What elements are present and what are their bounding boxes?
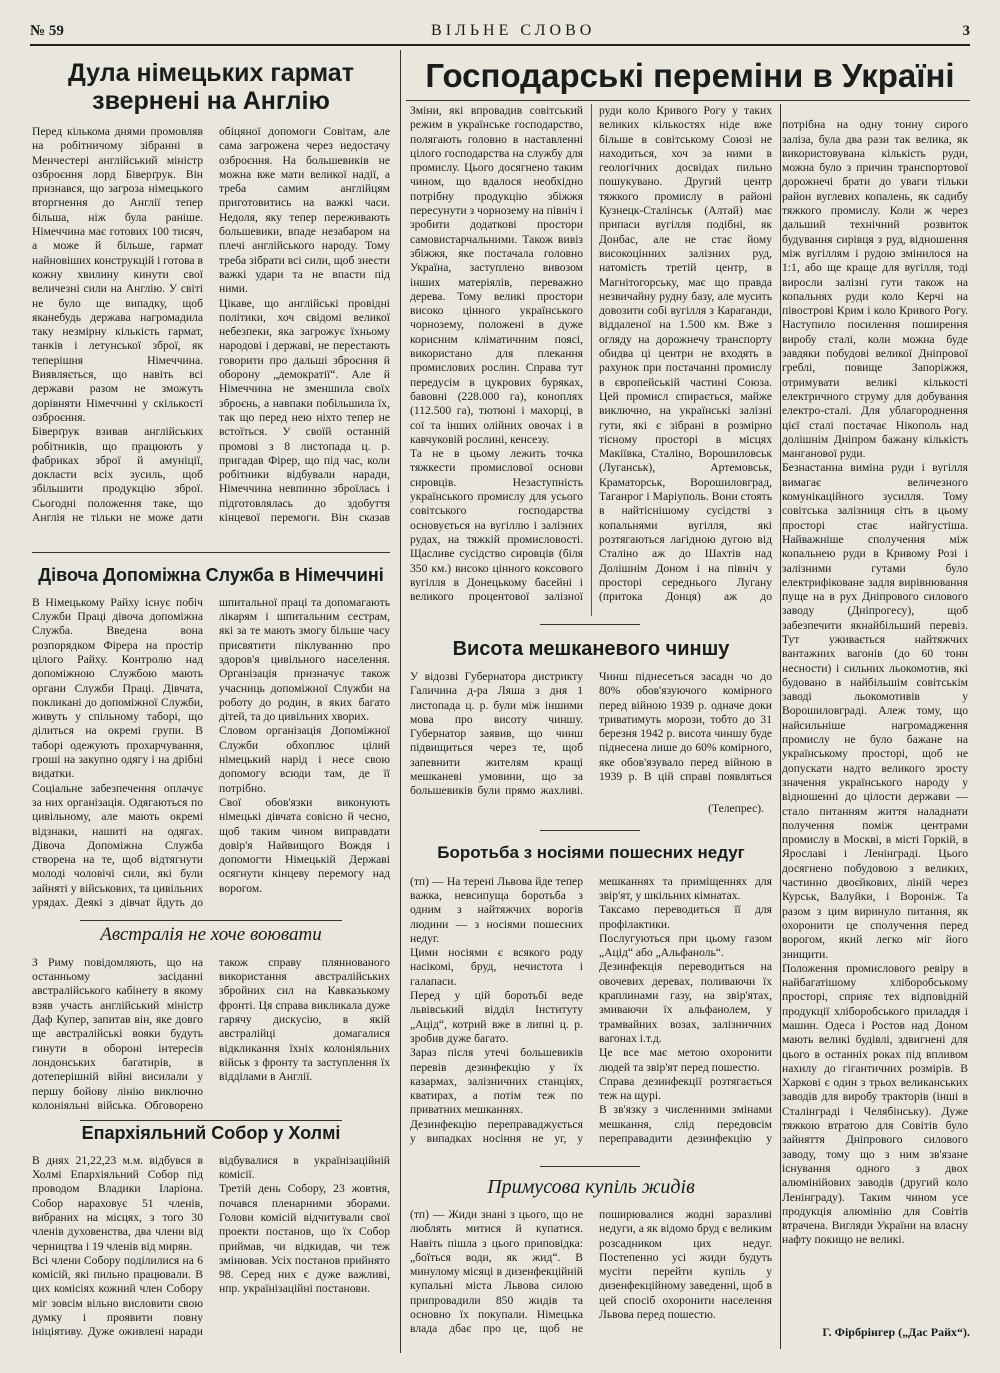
section-rule	[540, 624, 640, 625]
section-rule	[80, 1120, 342, 1121]
headline: Висота мешканевого чиншу	[452, 638, 730, 660]
article-body: потрібна на одну тонну сирого заліза, була два рази так велика, як використовувана кількість руди, можна було з причин транспортової дорожнечі брати до уваги тільки район вуглевих копалень, як садибу тяжкого промислу. Коли ж через дальший технічний розвиток будування сирівця з руд, відношення між вугіллям і рудою змінилося на 1:1, або ще краще для вугілля, тоді виросли залізні гути також на копальнях руди коло Керчі на півострові Крим і коло Кривого Рогу. Наступило посилення поширення виробу сталі, коли можна буде завдяки побудові великої Дніпрової греблі, повище Запоріжжя, отримувати великі кількості електричного струму для добування електро-сталі. Для ублагороднення цієї сталі постачає Нікополь над долішнім Дніпром бажану кількість манганової руди. Безнастанна виміна руди і вугілля вимагає величезного комунікаційного зусилля. Тому совітська залізниця сіть в цьому просторі стає найгустіша. Найважніше сполучення між копальнею руди в Кривому Розі і залізними гутами було електрифіковане задля вирівнювання пуще на в рух Дніпрового силового заводу (Дніпрогесу), щоб забезпечити якнайбільший перевіз. Тут уживається найтяжчих вантажних вагонів (до 60 тонн несности) і сильних льокомотив, які будовано в найбільшім совітськім заводі льокомотивів у Ворошиловграді. Алеж тому, що найсильніше нагромадження промислу не було бажане на українському просторі, щоб не допускати надто великого зросту значення українського народу у відношенні до цілости держави — стало питанням життя наладнати получення поміж центрами промислу в Москві, в місті Горкій, в Ярославі і Ленінграді. Цього досягнено побудовою з великих, частинно двоєйкових, ліній через Курськ, Валуйки, і Вороніж. Та разом з цим виринуло питання, як охоронити це сполучення перед ворогом, який легко міг його знищити. Положення промислового ревіру в найбагатішому хліборобському просторі, сприяє тех відповідній продукції хліборобського приладдя і машин. Одеса і Ростов над Доном мають великі будівлі, здвигнені для цього в останніх роках під впливом нахилу до гігантичних розмірів. В Харкові є один з трьох великанських заводів для виробу тракторів (інші в Сталінграді і Челябінську). Дуже тяжкою втратою для Совітів було зайняття Дніпрового силового заводу, тому що з ним зв'язане існування одного з двох алюмінійових заводів (другий коло Ленінграду). Таким чином усе продукція алюмінію для Совітів втрачена. Вигляди України на власну нафту покищо не великі.	[782, 118, 968, 1247]
article-body: В днях 21,22,23 м.м. відбувся в Холмі Епархіяльний Собор під проводом Владики Іларіона. Собор нараховує 51 членів, вибраних на місцях, з того 30 членів духовенства, два члени від черництва і 19 членів від мирян. Всі члени Собору поділилися на 6 комісій, які пильно працювали. В цих комісіях кожний член Собору міг зовсім вільно висловити свою думку і проявити повну ініціятиву. Дуже оживлені наради відбувалися в українізаційній комісії. Третій день Собору, 23 жовтня, почався пленарними зборами. Голови комісій відчитували свої проекти постанов, що їх Собор приймав, чи відкидав, чи теж змінював. Усіх постанов прийнято 98. Серед них є дуже важливі, нпр. українізаційні постанови.	[32, 1153, 390, 1339]
issue-number: № 59	[30, 22, 64, 39]
masthead-rule	[30, 44, 970, 46]
article-body: Перед кількома днями промовляв на робітничому зібранні в Менчестері англійський міністр озброєння лорд Біверґрук. Він признався, що загроза німецького вторгнення до Англії тепер більша, ніж була раніше. Німеччина має готових 100 тисяч, а може й більше, гармат найновіших конструкцій і готова в кожну хвилину кинути свої величезні сили на Англію. У світі не було ще випадку, щоб яканебудь держава нагромадила таку незмірну кількість гармат, танків і летунської зброї, як теперішня Німеччина. Виявляється, що навіть всі держави разом не зможуть дорівняти Німеччині у скількості озброєння. Біверґрук взивав англійських робітників, що працюють у фабриках зброї й амуніції, докласти всіх зусиль, щоб збільшити продукцію зброї. Сьогодні положення таке, що Англія не тільки не може дати обіцяної допомоги Совітам, але сама загрожена через недостачу озброєння. На большевиків не можна вже мати великої надії, а треба самим англійцям приготовитись на важкі часи. Недоля, яку тепер переживають большевики, впаде незабаром на плечі англійського народу. Тому треба зібрати всі сили, щоб знести важкі удари та не впасти під ними. Цікаве, що англійські провідні політики, хоч свідомі великої небезпеки, яка загрожує їхньому народові і державі, не перестають говорити про дальші зброєння й оборону „демократії“. Але й Німеччина не зменшила своїх зброєнь, а навпаки побільшила їх, так що перед нею ніхто тепер не встоїться. У своїй останній промові з 8 листопада ц. р. пригадав Фірер, що під час, коли робітники відбували наради, Німеччина невпинно зброїлась і підготовлялась до здобуття кінцевої перемоги. Він сказав	[32, 125, 390, 525]
section-rule	[80, 920, 342, 921]
headline: Епархіяльний Собор у Холмі	[81, 1124, 341, 1143]
article-girls-service	[32, 562, 390, 914]
headline: Боротьба з носіями пошесних недуг	[437, 843, 745, 862]
headline-rule	[406, 100, 970, 101]
article-body: (тп) — На терені Львова йде тепер важка, невсипуща боротьба з одним з найтяжчих ворогів людини — з носіями пошесних недуг. Цими носіями є всякого роду насікомі, бруд, нечистота і галапаси. Перед у цій боротьбі веде львівський відділ Інституту „Ацід“, котрий вже в липні ц. р. зробив дуже багато. Зараз після утечі большевиків перевів дезинфекцію у їх казармах, залізничних станціях, кватирах, а потім теж по приватних мешканнях. Дезинфекцію переправаджується у випадках носіння не уг, у мешканнях та приміщеннях для звір'ят, у шкільних кімнатах. Таксамо переводиться її для профілактики. Послугуються при цьому газом „Ацід“ або „Альфаноль“. Дезинфекція переводиться на овочевих деревах, поливаючи їх краплинами газу, на звір'ятах, змиваючи їх альфанолем, у трамвайних возах, залізничних вагонах і.т.д. Це все має метою охоронити людей та звір'ят перед пошестю. Справа дезинфекції розтягається теж на щурі. В зв'язку з численними змінами мешкання, слід передовсім переправадити дезинфекцію у	[410, 874, 772, 1146]
headline: Дула німецьких гармат звернені на Англію	[68, 59, 354, 115]
article-synod	[32, 1124, 390, 1356]
article-guns	[32, 58, 390, 548]
page-number: 3	[962, 22, 970, 39]
credit: (Телепрес).	[708, 802, 764, 815]
article-body: В Німецькому Райху існує побіч Служби Праці дівоча допоміжна Служба. Введена вона розпорядком Фірера на простір цілого Райху. Контролю над допоміжною Службою мають органи Служби Праці. Дівчата, покликані до допоміжної Служби, живуть у спільному таборі, що ділиться на окремі групи. В таборі одежують прохарчування, гроші на закупно одягу і на дрібні видатки. Соціальне забезпечення оплачує за них організація. Одягаються по цивільному, але мають окремі відзнаки, нашиті на одягах. Дівоча Допоміжна Служба створена на те, щоб відтягнути молоді чоловічі сили, які були зайняті у військових, та цивільних урядах. Деякі з дівчат йдуть до шпитальної праці та допомагають лікарям і шпитальним сестрам, які за те мають змогу більше часу присвятити піклуванню про здоров'я цивільного населення. Організація призначує також учасниць допоміжної Служби на роботу до родин, в яких багато дітей, та до цивільних хворих. Словом організація Допоміжної Служби обхоплює цілий німецький нарід і несе свою допомогу всюди там, де її потрібно. Свої обов'язки виконують німецькі дівчата совісно й чесно, щоб таким чином виправдати довір'я Найвищого Вождя і допомогти Німецькій Державі осягнути кінцеву перемогу над ворогом.	[32, 595, 390, 910]
article-body: У відозві Губернатора дистрикту Галичина д-ра Ляша з дня 1 листопада ц. р. були між іншими мова про висоту чиншу. Губернатор заявив, що чинш підвищиться через те, щоб запевнити жителям кращі мешканеві умовини, що за большевиків були прямо жахливі. Чинш піднесеться засадн чо до 80% обов'язуючого комірного перед війною 1939 р. одначе доки триватимуть морози, тобто до 31 березня 1942 р. висота чиншу буде піднесена лише до 60% комірного, яке обов'язувало перед війною в 1939 р. В цій справі появляться	[410, 670, 772, 798]
headline: Примусова купіль жидів	[487, 1176, 695, 1198]
column-separator	[780, 104, 781, 1349]
article-economy-cols12	[410, 104, 772, 616]
article-epidemic	[410, 840, 772, 1162]
article-body: Зміни, які впровадив совітський режим в українське господарство, полягають головно в наставленні цілого господарства на службу для промислу. Цього досягнено таким чином, що вдалося необхідно потрібну продукцію збіжжя пересунути з чорнозему на північ і зробити додаткові простори самовистарчальними. Також вивіз збіжжя, яке постачала головно Україна, заступлено вивозом інших матеріялів, переважно дерева. Тому великі простори високо цінного українського чорнозему, положені в дуже корисним кліматичним поясі, використано для плекання промислових рослин. Справа тут передусім в цукрових буряках, бавовні (228.000 га), коноплях (112.500 га), тютюні і махорці, в сої та інших олійних овочах і в кавчуковій рослині, кенсезу. Та не в цьому лежить точка тяжкести промислової основи сировців. Незаступність українського промислу для усього совітського господарства основується на вугіллю і залізних рудах, на тяжкій промисловості. Щасливе сусідство сировців (біля 350 км.) високо цінного коксового вугілля в Донецькому басейні і великого процентової залізної руди коло Кривого Рогу у таких великих кількостях ніде вже більше в совітському Союзі не находиться, хоч за ними в геологічних досвідах пильно пошукувано. Другий центр тяжкого промислу в районі Кузнецк-Сталінськ (Алтай) має припаси вугілля подібні, як Донбас, але не стає йому високоцінних залізних руд, натомість третій центр, в Магнітогорську, має що правда незвичайну рудну базу, але мусить довозити собі вугілля з Караганди, віддаленої на 1.500 км. Вже з огляду на дорожнечу транспорту обидва ці центри не входять в рахунок при постачанні промислу в європейській частині Союза. Цей промисл спирається, майже виключно, на українські залізні гути, які є зібрані в розмірно тісному просторі в місцях Макіївка, Сталіно, Ворошиловськ (Луганськ), Артемовськ, Краматорськ, Ворошиловград, Таганрог і Маріуполь. Вони стоять в найтіснішому сусідстві з копальнями вугілля, які розтягаються лагідною дугою від Сталіно аж до Шахтів над Долішнім Доном і на північ у просторі середнього Лугану (притока Донця) аж до	[410, 104, 772, 604]
section-rule	[540, 1166, 640, 1167]
article-rent	[410, 632, 772, 824]
main-headline-block	[410, 54, 970, 104]
newspaper-title: ВІЛЬНЕ СЛОВО	[431, 22, 596, 39]
section-rule	[32, 552, 390, 553]
main-headline: Господарські переміни в Україні	[425, 57, 955, 94]
masthead	[30, 18, 970, 44]
headline: Дівоча Допоміжна Служба в Німеччині	[38, 565, 384, 585]
headline: Австралія не хоче воювати	[100, 925, 322, 945]
section-rule	[540, 830, 640, 831]
article-body: З Риму повідомляють, що на останньому засіданні австралійського кабінету в якому взяв участь англійський міністр Даф Купер, запитав він, яке довго ще австралійські вояки будуть гинути в обороні інтересів лондонських багатирів, в дотеперішній війні висилали у першу бойову лінію виключно колоніяльні війська. Обговорено також справу пляннованого використання австралійських збройних сил на Кавказькому фронті. Ця справа викликала дуже гарячу дискусію, в якій австралійці домагалися відкликання їхніх колоніяльних військ з фронту та заступлення їх відділами в Англії.	[32, 955, 390, 1112]
article-body: (тп) — Жиди знані з цього, що не люблять митися й купатися. Навіть пішла з цього приповідка: „боїться води, як жид“. В минулому місяці в дизенфекційній купальні міста Львова силою припровадили 850 жидів та основно їх покупали. Німецька влада дбає про це, щоб не поширювалися жодні заразливі недуги, а як відомо бруд є великим розсадником цих недуг. Постепенно усі жиди будуть мусіти перейти купіль у дизенфекційному заведенні, щоб в цей спосіб охоронити населення Львова перед пошестю.	[410, 1208, 772, 1336]
author-signature: Г. Фірбрінгер („Дас Райх“).	[822, 1325, 970, 1339]
article-body-col3	[782, 104, 968, 1324]
column-separator	[400, 50, 401, 1353]
article-jews	[410, 1176, 772, 1348]
article-australia	[32, 925, 390, 1115]
